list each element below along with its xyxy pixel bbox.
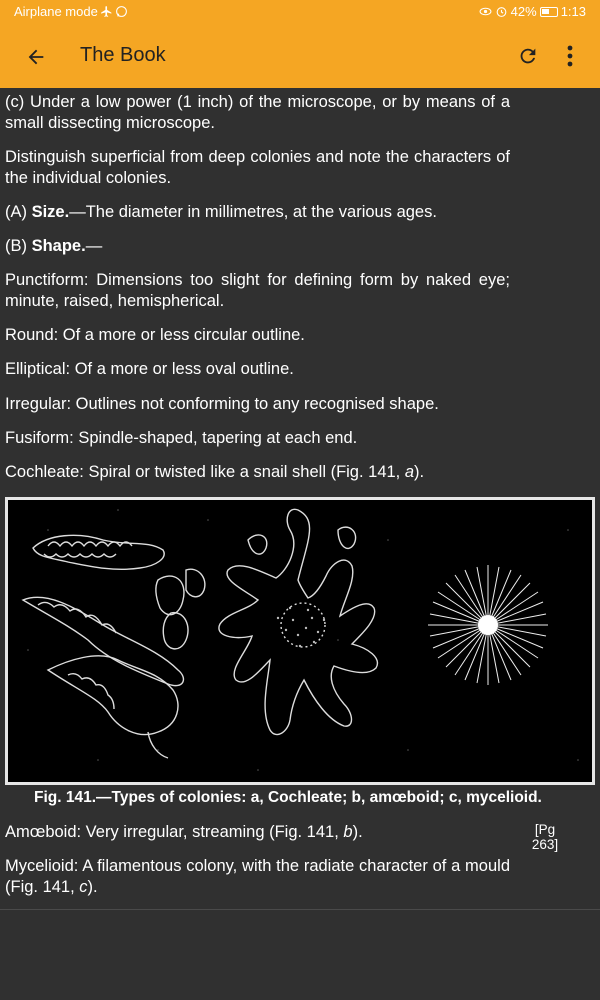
paragraph-irregular — [5, 394, 510, 415]
clock-time: 1:13 — [560, 4, 586, 19]
paragraph-italic: b — [343, 823, 353, 841]
figure-141-image[interactable] — [5, 497, 595, 785]
paragraph-shape — [5, 236, 510, 257]
status-right — [479, 4, 586, 19]
alarm-icon — [495, 5, 508, 18]
paragraph-bold: Size. — [31, 203, 70, 221]
paragraph-rest: ). — [352, 823, 363, 841]
paragraph-cochleate — [5, 462, 510, 483]
paragraph-lead: Cochleate: Spiral or twisted like a snail shell (Fig. 141, — [5, 463, 405, 481]
refresh-button[interactable] — [512, 40, 544, 72]
app-bar — [0, 24, 600, 88]
status-bar — [0, 0, 600, 24]
content-divider — [0, 909, 600, 910]
paragraph-italic: a — [404, 463, 415, 481]
back-arrow-icon — [25, 46, 47, 68]
eye-icon — [479, 5, 492, 18]
paragraph-microscope — [5, 92, 510, 134]
paragraph-rest: ). — [87, 878, 98, 896]
page-marker-line1: [Pg — [534, 822, 556, 837]
page-marker-line2: 263] — [531, 837, 559, 852]
paragraph-text: Punctiform: Dimensions too slight for defining form by naked eye; minute, raised, hemispherical. — [5, 271, 510, 310]
paragraph-fusiform — [5, 428, 510, 449]
paragraph-bold: Shape. — [31, 237, 86, 255]
refresh-icon — [517, 45, 539, 67]
paragraph-rest: ). — [414, 463, 425, 481]
paragraph-lead: (B) — [5, 237, 32, 255]
paragraph-lead: (A) — [5, 203, 32, 221]
more-vert-icon — [567, 45, 573, 67]
paragraph-rest: — — [85, 237, 103, 255]
mycelioid-center — [478, 615, 498, 635]
paragraph-text: Distinguish superficial from deep colonies and note the characters of the individual colonies. — [5, 148, 510, 187]
paragraph-punctiform — [5, 270, 510, 312]
battery-percent: 42% — [510, 4, 537, 19]
paragraph-text: (c) Under a low power (1 inch) of the microscope, or by means of a small dissecting microscope. — [5, 93, 510, 132]
paragraph-text: Elliptical: Of a more or less oval outline. — [5, 360, 294, 378]
paragraph-lead: Mycelioid: A filamentous colony, with the radiate character of a mould (Fig. 141, — [5, 857, 510, 896]
paragraph-text: Fusiform: Spindle-shaped, tapering at each end. — [5, 429, 358, 447]
more-options-button[interactable] — [556, 40, 584, 72]
page-marker — [525, 822, 565, 852]
paragraph-amoeboid — [5, 822, 510, 843]
airplane-icon — [100, 5, 113, 18]
paragraph-rest: —The diameter in millimetres, at the various ages. — [69, 203, 437, 221]
paragraph-italic: c — [79, 878, 88, 896]
paragraph-elliptical — [5, 359, 510, 380]
paragraph-distinguish — [5, 147, 510, 189]
colonies-illustration — [8, 500, 592, 782]
airplane-mode-label: Airplane mode — [14, 4, 98, 19]
paragraph-mycelioid — [5, 856, 510, 898]
back-button[interactable] — [16, 40, 56, 74]
paragraph-text: Round: Of a more or less circular outline. — [5, 326, 305, 344]
paragraph-round — [5, 325, 510, 346]
paragraph-lead: Amœboid: Very irregular, streaming (Fig. 141, — [5, 823, 344, 841]
paragraph-text: Irregular: Outlines not conforming to any recognised shape. — [5, 395, 439, 413]
status-left — [14, 4, 128, 19]
figure-caption: Fig. 141.—Types of colonies: a, Cochleate; b, amœboid; c, mycelioid. — [34, 789, 542, 806]
battery-icon — [540, 7, 558, 17]
whatsapp-icon — [115, 5, 128, 18]
app-title: The Book — [80, 44, 166, 66]
paragraph-size — [5, 202, 510, 223]
